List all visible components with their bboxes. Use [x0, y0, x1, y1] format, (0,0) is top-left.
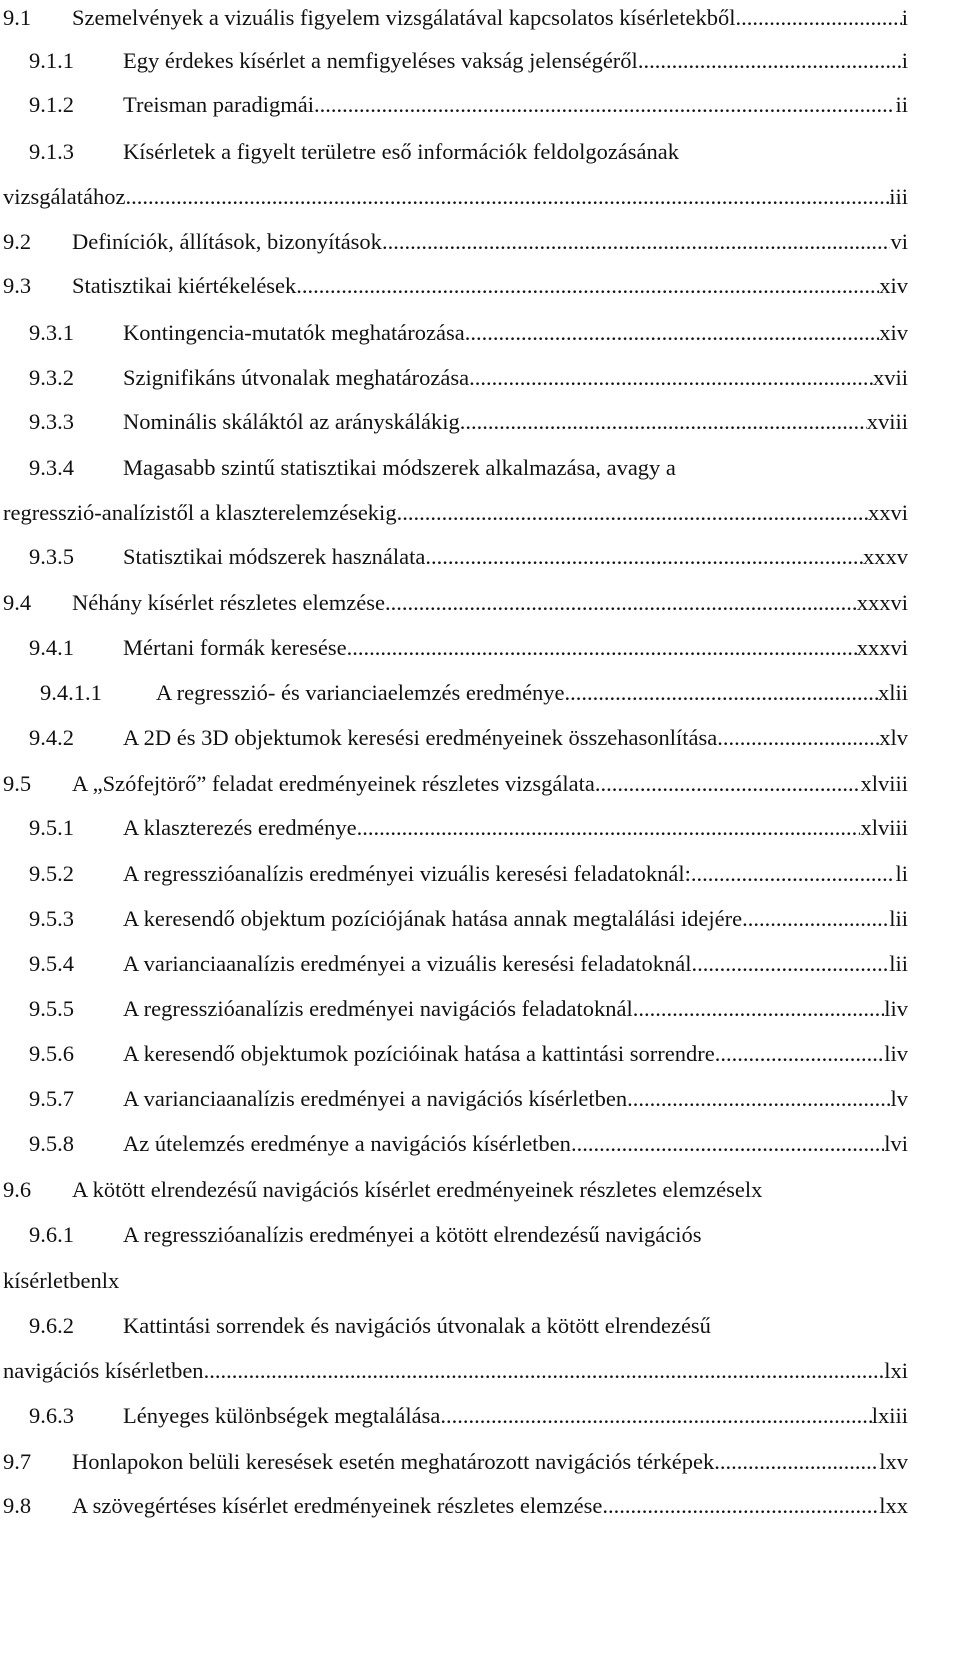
toc-page-number: xlviii: [860, 771, 908, 796]
toc-page-number: liv: [884, 1041, 908, 1066]
toc-number: 9.5.1: [29, 815, 74, 840]
toc-entry[interactable]: [0, 270, 960, 302]
toc-number: 9.3.3: [29, 409, 74, 434]
toc-number: 9.7: [3, 1449, 32, 1474]
toc-title: A klaszterezés eredménye: [123, 815, 357, 840]
toc-number: 9.6.1: [29, 1222, 74, 1247]
toc-page-number: lv: [890, 1086, 908, 1111]
toc-entry[interactable]: [0, 587, 960, 619]
toc-page-number: lxi: [884, 1358, 908, 1383]
toc-leader: [691, 858, 896, 890]
toc-leader: [565, 677, 878, 709]
toc-title: A kötött elrendezésű navigációs kísérlet eredményeinek részletes elemzése: [72, 1177, 745, 1202]
toc-page-number: xlii: [877, 680, 908, 705]
toc-number: 9.5.2: [29, 861, 74, 886]
toc-leader: [638, 45, 902, 77]
toc-number: 9.4.1.1: [40, 680, 102, 705]
toc-entry[interactable]: [0, 1446, 960, 1478]
toc-page-number: lxx: [879, 1493, 908, 1518]
toc-leader: [385, 587, 857, 619]
toc-leader: [440, 1400, 871, 1432]
toc-number: 9.5.7: [29, 1086, 74, 1111]
toc-page-number: xxxv: [863, 544, 908, 569]
toc-leader: [314, 89, 895, 121]
toc-title: Magasabb szintű statisztikai módszerek alkalmazása, avagy a: [123, 455, 676, 480]
toc-entry[interactable]: [0, 317, 960, 349]
toc-leader: [204, 1355, 885, 1387]
toc-leader: [736, 2, 902, 34]
toc-entry[interactable]: [0, 768, 960, 800]
toc-title: Mértani formák keresése: [123, 635, 347, 660]
toc-title: Nominális skáláktól az arányskálákig: [123, 409, 460, 434]
toc-page-number: xviii: [866, 409, 908, 434]
toc-page-number: xiv: [879, 320, 908, 345]
toc-page-number: xxxvi: [856, 635, 908, 660]
toc-page-number: iii: [889, 184, 908, 209]
toc-leader: [714, 1446, 879, 1478]
toc-entry[interactable]: [0, 677, 960, 709]
toc-page-number: lii: [889, 906, 908, 931]
toc-title: Néhány kísérlet részletes elemzése: [72, 590, 385, 615]
toc-title: Definíciók, állítások, bizonyítások: [72, 229, 382, 254]
toc-number: 9.6.3: [29, 1403, 74, 1428]
toc-entry[interactable]: [0, 1219, 960, 1251]
toc-entry-continuation[interactable]: [0, 1355, 960, 1387]
toc-entry-continuation[interactable]: [0, 1265, 960, 1297]
toc-leader: [382, 226, 891, 258]
toc-number: 9.1.2: [29, 92, 74, 117]
toc-page-number: vi: [890, 229, 908, 254]
toc-page-number: xiv: [879, 273, 908, 298]
toc-number: 9.5.5: [29, 996, 74, 1021]
toc-title: Statisztikai módszerek használata: [123, 544, 426, 569]
toc-title: Az útelemzés eredménye a navigációs kísérletben: [123, 1131, 571, 1156]
toc-number: 9.8: [3, 1493, 32, 1518]
toc-entry[interactable]: [0, 2, 960, 34]
toc-title: A regresszióanalízis eredményei a kötött elrendezésű navigációs: [123, 1222, 702, 1247]
toc-entry[interactable]: [0, 858, 960, 890]
toc-entry[interactable]: [0, 1310, 960, 1342]
toc-page-number: lx: [744, 1177, 763, 1202]
toc-number: 9.6: [3, 1177, 32, 1202]
toc-page-number: lxiii: [871, 1403, 908, 1428]
toc-number: 9.3.1: [29, 320, 74, 345]
toc-leader: [347, 632, 857, 664]
toc-leader: [692, 948, 890, 980]
toc-entry[interactable]: [0, 452, 960, 484]
toc-number: 9.5.8: [29, 1131, 74, 1156]
toc-leader: [469, 362, 873, 394]
toc-entry-continuation[interactable]: [0, 497, 960, 529]
toc-title: A varianciaanalízis eredményei a navigációs kísérletben: [123, 1086, 628, 1111]
toc-page-number: lxv: [879, 1449, 908, 1474]
toc-leader: [595, 768, 861, 800]
toc-title: A varianciaanalízis eredményei a vizuális keresési feladatoknál: [123, 951, 692, 976]
toc-number: 9.5.3: [29, 906, 74, 931]
toc-entry[interactable]: [0, 722, 960, 754]
toc-number: 9.4: [3, 590, 32, 615]
toc-number: 9.5: [3, 771, 32, 796]
toc-leader: [627, 1083, 890, 1115]
toc-page-number: liv: [884, 996, 908, 1021]
toc-title: vizsgálatához: [3, 184, 126, 209]
toc-title: Szemelvények a vizuális figyelem vizsgálatával kapcsolatos kísérletekből: [72, 5, 736, 30]
toc-leader: [715, 1038, 885, 1070]
toc-entry[interactable]: [0, 89, 960, 121]
toc-page-number: xxxvi: [856, 590, 908, 615]
toc-title: Treisman paradigmái: [123, 92, 315, 117]
toc-page-number: ii: [895, 92, 908, 117]
toc-leader: [296, 270, 879, 302]
toc-number: 9.1.3: [29, 139, 74, 164]
toc-leader: [571, 1128, 884, 1160]
toc-leader: [397, 497, 868, 529]
toc-title: Egy érdekes kísérlet a nemfigyeléses vakság jelenségéről: [123, 48, 638, 73]
toc-title: Szignifikáns útvonalak meghatározása: [123, 365, 470, 390]
toc-title: Kattintási sorrendek és navigációs útvonalak a kötött elrendezésű: [123, 1313, 711, 1338]
toc-page-number: xvii: [872, 365, 908, 390]
toc-leader: [125, 181, 889, 213]
toc-leader: [633, 993, 884, 1025]
toc-title: A keresendő objektumok pozícióinak hatása a kattintási sorrendre: [123, 1041, 715, 1066]
toc-leader: [742, 903, 889, 935]
toc-title: Kontingencia-mutatók meghatározása: [123, 320, 465, 345]
toc-page-number: xxvi: [867, 500, 908, 525]
toc-title: kísérletbenlx: [3, 1268, 120, 1293]
toc-leader: [602, 1490, 879, 1522]
toc-entry[interactable]: [0, 1400, 960, 1432]
toc-title: A keresendő objektum pozíciójának hatása annak megtalálási idejére: [123, 906, 743, 931]
toc-leader: [465, 317, 879, 349]
toc-entry[interactable]: [0, 948, 960, 980]
toc-title: Honlapokon belüli keresések esetén meghatározott navigációs térképek: [72, 1449, 715, 1474]
toc-leader: [425, 541, 863, 573]
toc-title: A regresszióanalízis eredményei navigációs feladatoknál: [123, 996, 633, 1021]
toc-page-number: xlviii: [860, 815, 908, 840]
toc-entry[interactable]: [0, 1083, 960, 1115]
toc-number: 9.3.4: [29, 455, 74, 480]
toc-entry[interactable]: [0, 362, 960, 394]
toc-number: 9.3.5: [29, 544, 74, 569]
toc-entry[interactable]: [0, 1128, 960, 1160]
toc-entry[interactable]: [0, 993, 960, 1025]
toc-entry[interactable]: [0, 1490, 960, 1522]
toc-title: A regresszióanalízis eredményei vizuális keresési feladatoknál:: [123, 861, 691, 886]
toc-entry[interactable]: [0, 226, 960, 258]
toc-number: 9.5.4: [29, 951, 74, 976]
toc-entry[interactable]: [0, 541, 960, 573]
toc-title: A regresszió- és varianciaelemzés eredménye: [156, 680, 565, 705]
toc-title: regresszió-analízistől a klaszterelemzésekig: [3, 500, 397, 525]
toc-entry-continuation[interactable]: [0, 181, 960, 213]
toc-title: A 2D és 3D objektumok keresési eredményeinek összehasonlítása: [123, 725, 718, 750]
toc-number: 9.3.2: [29, 365, 74, 390]
toc-leader: [717, 722, 879, 754]
toc-page-number: lii: [889, 951, 908, 976]
toc-entry[interactable]: [0, 406, 960, 438]
toc-number: 9.6.2: [29, 1313, 74, 1338]
toc-title: navigációs kísérletben: [3, 1358, 204, 1383]
toc-entry[interactable]: [0, 45, 960, 77]
toc-page-number: i: [901, 48, 908, 73]
toc-entry[interactable]: [0, 812, 960, 844]
toc-title: A „Szófejtörő” feladat eredményeinek részletes vizsgálata: [72, 771, 595, 796]
toc-page-number: li: [895, 861, 908, 886]
toc-title: Statisztikai kiértékelések: [72, 273, 297, 298]
toc-leader: [460, 406, 867, 438]
toc-title: Kísérletek a figyelt területre eső információk feldolgozásának: [123, 139, 680, 164]
toc-title: Lényeges különbségek megtalálása: [123, 1403, 441, 1428]
toc-number: 9.4.1: [29, 635, 74, 660]
toc-entry[interactable]: [0, 632, 960, 664]
toc-title: A szövegértéses kísérlet eredményeinek részletes elemzése: [72, 1493, 603, 1518]
toc-entry[interactable]: [0, 903, 960, 935]
toc-entry[interactable]: [0, 1174, 960, 1206]
toc-entry[interactable]: [0, 136, 960, 168]
toc-page-number: xlv: [879, 725, 908, 750]
toc-number: 9.5.6: [29, 1041, 74, 1066]
toc-number: 9.1: [3, 5, 32, 30]
toc-number: 9.4.2: [29, 725, 74, 750]
toc-number: 9.1.1: [29, 48, 74, 73]
toc-number: 9.2: [3, 229, 32, 254]
toc-page-number: lvi: [884, 1131, 908, 1156]
toc-page-number: i: [901, 5, 908, 30]
toc-number: 9.3: [3, 273, 32, 298]
toc-leader: [357, 812, 861, 844]
toc-entry[interactable]: [0, 1038, 960, 1070]
